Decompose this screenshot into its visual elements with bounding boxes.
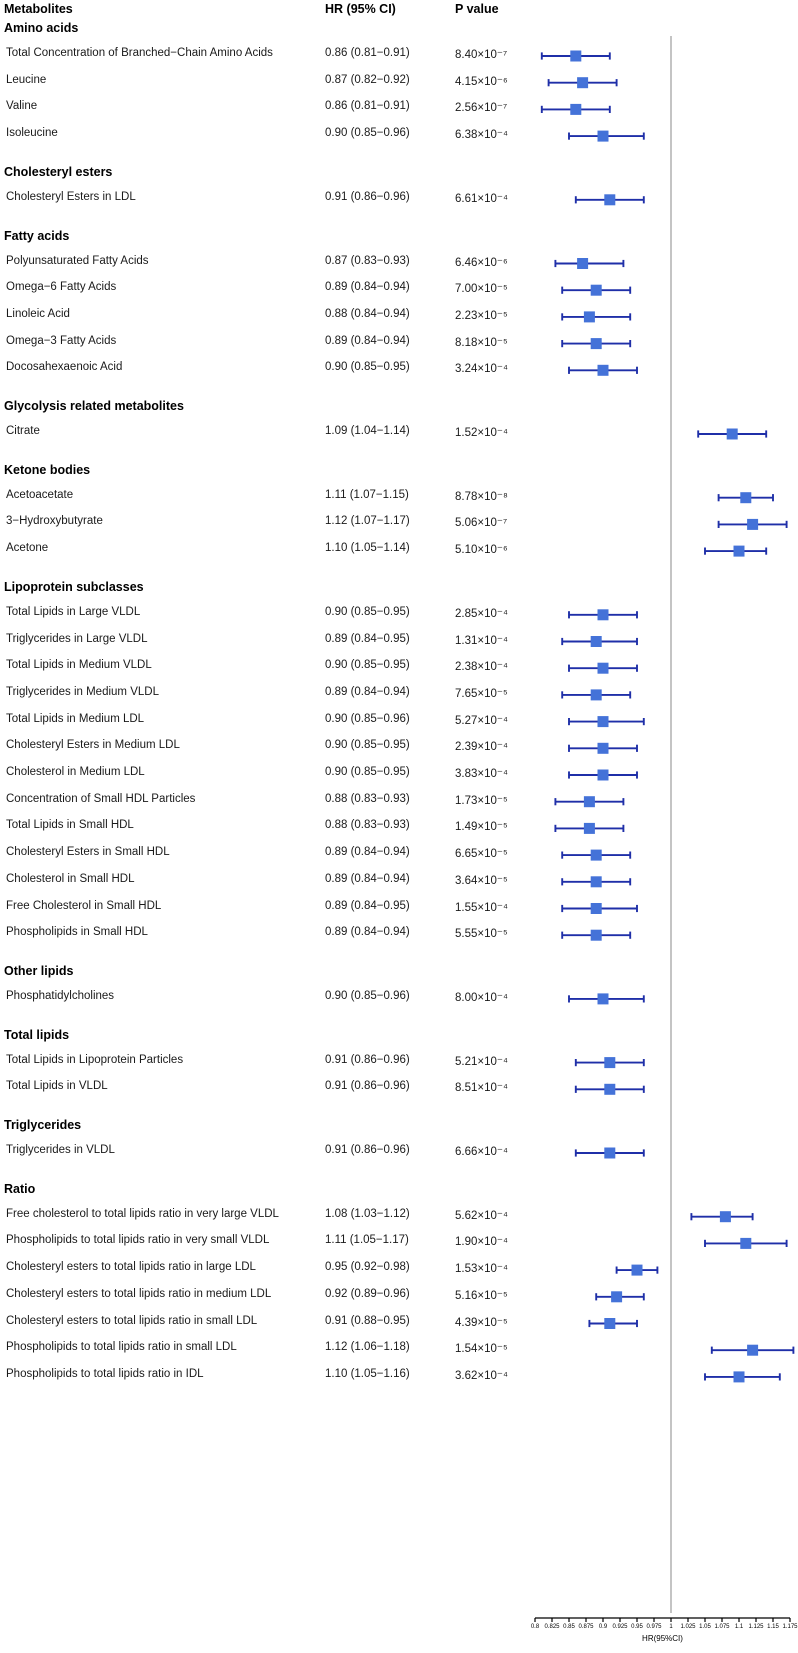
row-p-value: 7.65×10⁻⁵ — [455, 687, 508, 700]
forest-row — [0, 1261, 798, 1279]
row-p-value: 6.46×10⁻⁶ — [455, 256, 508, 269]
row-hr-ci-value: 0.89 (0.84−0.94) — [325, 846, 410, 859]
row-p-value: 5.27×10⁻⁴ — [455, 714, 508, 727]
row-metabolite-label: Triglycerides in VLDL — [6, 1144, 115, 1156]
row-hr-ci-value: 0.91 (0.88−0.95) — [325, 1314, 410, 1327]
row-p-value: 2.38×10⁻⁴ — [455, 661, 508, 674]
forest-row — [0, 793, 798, 811]
forest-row — [0, 74, 798, 92]
forest-row — [0, 819, 798, 837]
row-hr-ci-value: 0.89 (0.84−0.94) — [325, 685, 410, 698]
forest-row — [0, 766, 798, 784]
x-axis-tick-label: 0.85 — [563, 1624, 575, 1630]
row-metabolite-label: Triglycerides in Medium VLDL — [6, 685, 159, 698]
row-metabolite-label: Cholesteryl Esters in Small HDL — [6, 846, 170, 859]
group-title: Ketone bodies — [4, 462, 91, 477]
row-metabolite-label: Concentration of Small HDL Particles — [6, 792, 196, 805]
row-p-value: 2.23×10⁻⁵ — [455, 309, 508, 322]
row-p-value: 1.49×10⁻⁵ — [455, 821, 508, 834]
row-metabolite-label: Total Lipids in Medium VLDL — [6, 659, 152, 672]
row-metabolite-label: Cholesterol in Medium LDL — [6, 766, 145, 778]
forest-row — [0, 739, 798, 757]
forest-row — [0, 361, 798, 379]
forest-row — [0, 1054, 798, 1072]
row-p-value: 5.16×10⁻⁵ — [455, 1289, 508, 1302]
row-hr-ci-value: 0.88 (0.83−0.93) — [325, 792, 410, 805]
forest-row — [0, 1341, 798, 1359]
forest-row — [0, 1315, 798, 1333]
row-hr-ci-value: 1.10 (1.05−1.14) — [325, 542, 410, 555]
row-hr-ci-value: 0.89 (0.84−0.94) — [325, 872, 410, 885]
row-hr-ci-value: 0.91 (0.86−0.96) — [325, 1053, 410, 1066]
column-header-hr-ci: HR (95% CI) — [325, 2, 396, 16]
row-metabolite-label: Free Cholesterol in Small HDL — [6, 899, 162, 912]
column-header-metabolites: Metabolites — [4, 2, 73, 16]
forest-row — [0, 255, 798, 273]
row-metabolite-label: Cholesteryl Esters in LDL — [6, 190, 136, 203]
x-axis-tick-label: 0.8 — [530, 1624, 540, 1630]
row-metabolite-label: Acetoacetate — [6, 488, 74, 501]
row-p-value: 5.06×10⁻⁷ — [455, 517, 508, 530]
group-title: Other lipids — [4, 963, 74, 978]
row-metabolite-label: Cholesterol in Small HDL — [6, 872, 135, 885]
x-axis-tick-label: 1.075 — [714, 1624, 730, 1630]
row-metabolite-label: Phospholipids to total lipids ratio in very small VLDL — [6, 1234, 270, 1247]
row-hr-ci-value: 1.10 (1.05−1.16) — [325, 1367, 410, 1380]
row-hr-ci-value: 0.86 (0.81−0.91) — [325, 47, 410, 59]
row-hr-ci-value: 0.89 (0.84−0.95) — [325, 632, 410, 645]
row-p-value: 1.54×10⁻⁵ — [455, 1343, 508, 1356]
x-axis-title: HR(95%CI) — [642, 1634, 683, 1643]
x-axis-tick-label: 1.1 — [734, 1624, 744, 1630]
row-p-value: 5.55×10⁻⁵ — [455, 928, 508, 941]
row-hr-ci-value: 0.90 (0.85−0.95) — [325, 361, 410, 374]
row-p-value: 2.85×10⁻⁴ — [455, 607, 508, 620]
x-axis-tick-label: 0.9 — [598, 1624, 608, 1630]
row-p-value: 5.10×10⁻⁶ — [455, 544, 508, 557]
row-hr-ci-value: 0.95 (0.92−0.98) — [325, 1261, 410, 1274]
forest-row — [0, 489, 798, 507]
row-hr-ci-value: 1.09 (1.04−1.14) — [325, 425, 410, 437]
x-axis-tick-label: 0.975 — [646, 1624, 662, 1630]
group-title: Fatty acids — [4, 228, 70, 243]
row-hr-ci-value: 0.90 (0.85−0.96) — [325, 712, 410, 725]
x-axis-tick-label: 1.05 — [699, 1624, 711, 1630]
row-hr-ci-value: 0.88 (0.83−0.93) — [325, 819, 410, 832]
forest-row — [0, 100, 798, 118]
forest-row — [0, 713, 798, 731]
row-metabolite-label: Cholesteryl esters to total lipids ratio in small LDL — [6, 1314, 258, 1327]
row-p-value: 1.52×10⁻⁴ — [455, 427, 508, 439]
row-metabolite-label: Isoleucine — [6, 127, 58, 140]
row-p-value: 1.53×10⁻⁴ — [455, 1263, 508, 1276]
group-title: Cholesteryl esters — [4, 164, 113, 179]
row-p-value: 4.15×10⁻⁶ — [455, 75, 508, 88]
row-p-value: 3.24×10⁻⁴ — [455, 363, 508, 376]
forest-row — [0, 846, 798, 864]
row-metabolite-label: Docosahexaenoic Acid — [6, 361, 123, 374]
row-metabolite-label: Cholesteryl Esters in Medium LDL — [6, 739, 180, 752]
row-p-value: 3.62×10⁻⁴ — [455, 1369, 508, 1382]
row-p-value: 2.39×10⁻⁴ — [455, 741, 508, 754]
forest-row — [0, 633, 798, 651]
row-metabolite-label: Free cholesterol to total lipids ratio in very large VLDL — [6, 1207, 279, 1220]
row-hr-ci-value: 0.91 (0.86−0.96) — [325, 1080, 410, 1093]
row-p-value: 3.64×10⁻⁵ — [455, 874, 508, 887]
row-hr-ci-value: 1.11 (1.05−1.17) — [325, 1234, 409, 1247]
forest-row — [0, 542, 798, 560]
row-hr-ci-value: 0.91 (0.86−0.96) — [325, 1144, 410, 1156]
row-hr-ci-value: 0.89 (0.84−0.94) — [325, 334, 410, 347]
forest-row — [0, 1208, 798, 1226]
forest-row — [0, 308, 798, 326]
row-hr-ci-value: 1.12 (1.06−1.18) — [325, 1341, 410, 1354]
row-hr-ci-value: 0.89 (0.84−0.95) — [325, 899, 410, 912]
row-metabolite-label: Total Lipids in Small HDL — [6, 819, 134, 832]
row-metabolite-label: Phospholipids to total lipids ratio in IDL — [6, 1367, 204, 1380]
row-metabolite-label: Omega−6 Fatty Acids — [6, 281, 117, 294]
row-hr-ci-value: 0.90 (0.85−0.96) — [325, 989, 410, 1002]
row-hr-ci-value: 0.87 (0.82−0.92) — [325, 73, 410, 86]
forest-row — [0, 127, 798, 145]
row-p-value: 6.66×10⁻⁴ — [455, 1146, 508, 1158]
x-axis-tick-label: 1.15 — [767, 1624, 779, 1630]
x-axis-tick-label: 0.925 — [612, 1624, 628, 1630]
forest-row — [0, 335, 798, 353]
row-metabolite-label: Acetone — [6, 542, 49, 555]
row-p-value: 8.51×10⁻⁴ — [455, 1082, 508, 1095]
row-metabolite-label: Leucine — [6, 73, 47, 86]
forest-row — [0, 900, 798, 918]
x-axis-tick-label: 0.875 — [578, 1624, 594, 1630]
row-p-value: 6.61×10⁻⁴ — [455, 192, 508, 205]
row-hr-ci-value: 0.86 (0.81−0.91) — [325, 100, 410, 113]
row-p-value: 8.00×10⁻⁴ — [455, 991, 508, 1004]
forest-row — [0, 686, 798, 704]
row-hr-ci-value: 0.90 (0.85−0.95) — [325, 659, 410, 672]
group-title: Lipoprotein subclasses — [4, 579, 144, 594]
forest-row — [0, 191, 798, 209]
forest-row — [0, 1080, 798, 1098]
x-axis-tick-label: 1.175 — [782, 1624, 798, 1630]
row-hr-ci-value: 0.89 (0.84−0.94) — [325, 926, 410, 939]
x-axis-tick-label: 0.95 — [631, 1624, 643, 1630]
row-metabolite-label: Total Lipids in Lipoprotein Particles — [6, 1053, 184, 1066]
forest-row — [0, 990, 798, 1008]
row-metabolite-label: Total Lipids in Large VLDL — [6, 605, 141, 618]
row-p-value: 6.65×10⁻⁵ — [455, 848, 508, 861]
row-metabolite-label: Cholesteryl esters to total lipids ratio in medium LDL — [6, 1287, 272, 1300]
row-p-value: 3.83×10⁻⁴ — [455, 768, 508, 780]
group-title: Ratio — [4, 1181, 36, 1196]
row-metabolite-label: Phosphatidylcholines — [6, 989, 115, 1002]
group-title: Glycolysis related metabolites — [4, 399, 184, 413]
row-hr-ci-value: 0.90 (0.85−0.95) — [325, 739, 410, 752]
row-metabolite-label: Citrate — [6, 425, 40, 437]
forest-row — [0, 1288, 798, 1306]
row-metabolite-label: Linoleic Acid — [6, 307, 70, 320]
row-hr-ci-value: 1.11 (1.07−1.15) — [325, 488, 409, 501]
row-p-value: 1.90×10⁻⁴ — [455, 1236, 508, 1249]
row-p-value: 1.73×10⁻⁵ — [455, 794, 508, 807]
row-p-value: 2.56×10⁻⁷ — [455, 102, 508, 115]
forest-row — [0, 873, 798, 891]
forest-row — [0, 1144, 798, 1162]
forest-row — [0, 1234, 798, 1252]
row-hr-ci-value: 0.91 (0.86−0.96) — [325, 190, 410, 203]
row-metabolite-label: Polyunsaturated Fatty Acids — [6, 254, 149, 267]
forest-row — [0, 515, 798, 533]
forest-row — [0, 659, 798, 677]
row-p-value: 8.40×10⁻⁷ — [455, 49, 508, 61]
row-metabolite-label: Phospholipids in Small HDL — [6, 926, 148, 939]
row-metabolite-label: Total Lipids in Medium LDL — [6, 712, 145, 725]
forest-row — [0, 47, 798, 65]
forest-row — [0, 606, 798, 624]
forest-row — [0, 425, 798, 443]
row-hr-ci-value: 0.90 (0.85−0.95) — [325, 766, 410, 778]
row-p-value: 1.55×10⁻⁴ — [455, 901, 508, 914]
row-hr-ci-value: 0.90 (0.85−0.95) — [325, 605, 410, 618]
row-metabolite-label: Total Concentration of Branched−Chain Amino Acids — [6, 47, 273, 59]
forest-row — [0, 926, 798, 944]
x-axis-tick-label: 0.825 — [544, 1624, 560, 1630]
row-hr-ci-value: 0.87 (0.83−0.93) — [325, 254, 410, 267]
row-p-value: 8.78×10⁻⁸ — [455, 490, 508, 503]
row-metabolite-label: Total Lipids in VLDL — [6, 1080, 108, 1093]
row-p-value: 7.00×10⁻⁵ — [455, 283, 508, 296]
row-hr-ci-value: 0.88 (0.84−0.94) — [325, 307, 410, 320]
row-hr-ci-value: 0.90 (0.85−0.96) — [325, 127, 410, 140]
row-metabolite-label: Cholesteryl esters to total lipids ratio in large LDL — [6, 1261, 256, 1274]
row-metabolite-label: 3−Hydroxybutyrate — [6, 515, 103, 528]
row-p-value: 5.21×10⁻⁴ — [455, 1055, 508, 1068]
row-hr-ci-value: 1.08 (1.03−1.12) — [325, 1207, 410, 1220]
row-p-value: 4.39×10⁻⁵ — [455, 1316, 508, 1329]
row-metabolite-label: Omega−3 Fatty Acids — [6, 334, 117, 347]
row-metabolite-label: Phospholipids to total lipids ratio in small LDL — [6, 1341, 237, 1354]
row-metabolite-label: Triglycerides in Large VLDL — [6, 632, 148, 645]
forest-row — [0, 1368, 798, 1386]
row-hr-ci-value: 0.89 (0.84−0.94) — [325, 281, 410, 294]
row-hr-ci-value: 0.92 (0.89−0.96) — [325, 1287, 410, 1300]
x-axis-tick-label: 1 — [669, 1624, 673, 1630]
row-p-value: 5.62×10⁻⁴ — [455, 1209, 508, 1222]
row-hr-ci-value: 1.12 (1.07−1.17) — [325, 515, 410, 528]
column-header-p-value: P value — [455, 2, 499, 16]
row-p-value: 1.31×10⁻⁴ — [455, 634, 508, 647]
x-axis-tick-label: 1.025 — [680, 1624, 696, 1630]
row-metabolite-label: Valine — [6, 100, 38, 113]
row-p-value: 8.18×10⁻⁵ — [455, 336, 508, 349]
x-axis-tick-label: 1.125 — [748, 1624, 764, 1630]
forest-row — [0, 281, 798, 299]
group-title: Triglycerides — [4, 1118, 82, 1132]
row-p-value: 6.38×10⁻⁴ — [455, 129, 508, 142]
group-title: Total lipids — [4, 1027, 70, 1042]
group-title: Amino acids — [4, 21, 79, 35]
